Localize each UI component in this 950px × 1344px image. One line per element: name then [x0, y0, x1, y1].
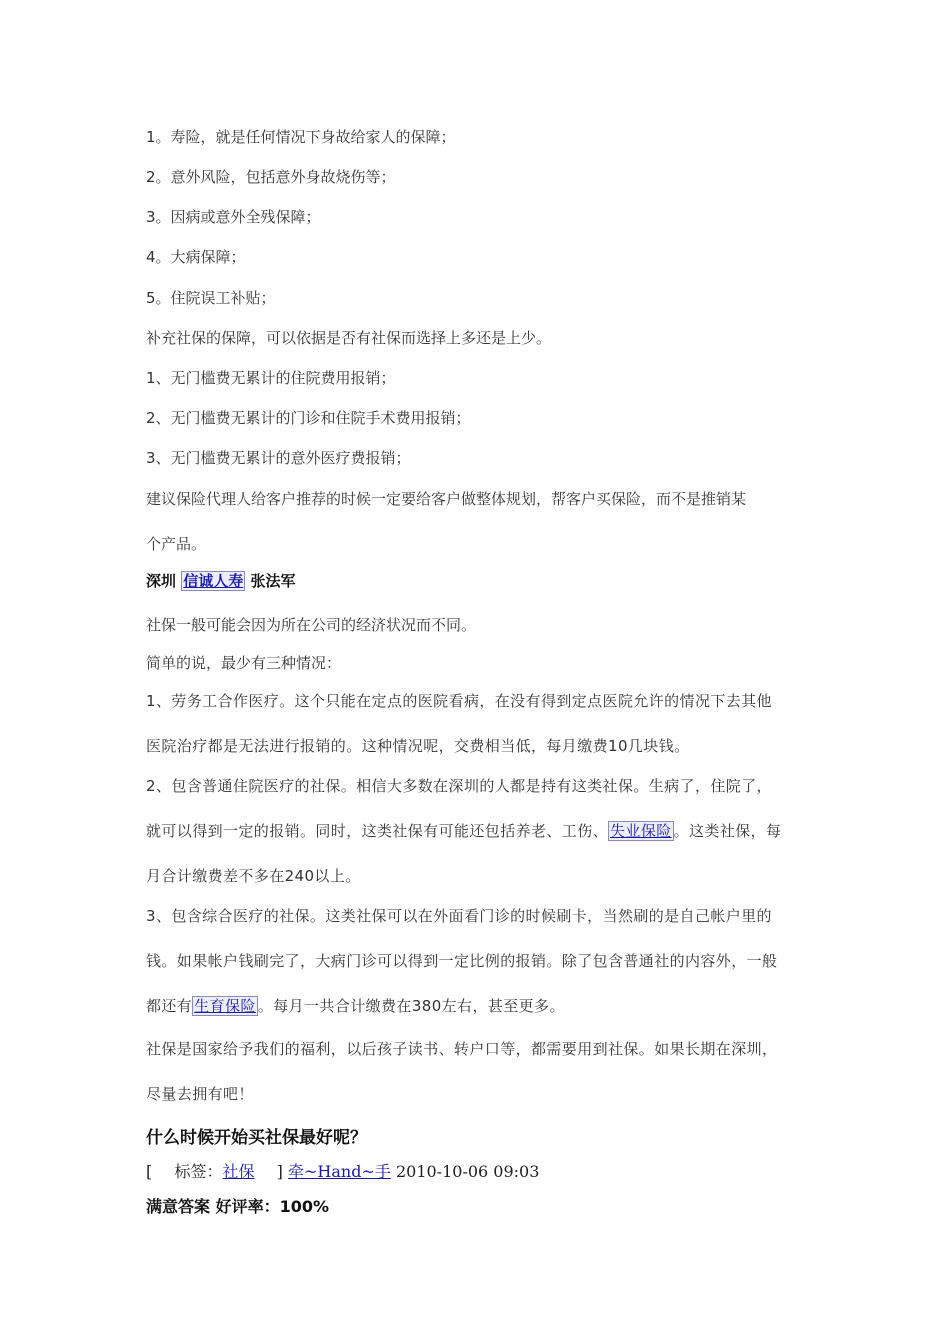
company-link[interactable]: 信诚人寿 — [183, 572, 244, 590]
social-note: 补充社保的保障，可以依据是否有社保而选择上多还是上少。 — [146, 329, 552, 347]
author-city: 深圳 — [146, 572, 177, 590]
question-meta — [146, 1161, 539, 1183]
question-datetime: 2010-10-06 09:03 — [395, 1162, 540, 1181]
satisfied-answer-label: 满意答案 — [146, 1197, 211, 1216]
answer-line — [146, 820, 781, 842]
list-item: 1。寿险，就是任何情况下身故给家人的保障； — [146, 128, 456, 146]
rating-text: 好评率：100% — [215, 1197, 330, 1216]
answer-line: 月合计缴费差不多在240以上。 — [146, 867, 361, 885]
answer-line: 钱。如果帐户钱刷完了，大病门诊可以得到一定比例的报销。除了包含普通社的内容外，一般 — [146, 952, 778, 970]
answer-paragraph: 简单的说，最少有三种情况： — [146, 654, 342, 672]
advice-line: 个产品。 — [146, 535, 207, 553]
list-item: 3、无门槛费无累计的意外医疗费报销； — [146, 449, 411, 467]
question-title: 什么时候开始买社保最好呢？ — [146, 1128, 367, 1148]
text-span: 。每月一共合计缴费在380左右，甚至更多。 — [257, 997, 565, 1015]
list-item: 3。因病或意外全残保障； — [146, 208, 321, 226]
bracket-open: [ — [146, 1162, 153, 1181]
unemployment-insurance-link[interactable]: 失业保险 — [610, 822, 672, 840]
text-span: 就可以得到一定的报销。同时，这类社保有可能还包括养老、工伤、 — [146, 822, 609, 840]
tag-link[interactable]: 社保 — [222, 1162, 255, 1181]
list-item: 5。住院误工补贴； — [146, 289, 276, 307]
answer-line — [146, 995, 565, 1017]
advice-line: 建议保险代理人给客户推荐的时候一定要给客户做整体规划，帮客户买保险，而不是推销某 — [146, 490, 747, 508]
user-link[interactable]: 牵~Hand~手 — [288, 1162, 391, 1181]
author-name: 张法军 — [250, 572, 296, 590]
tag-label: 标签： — [174, 1162, 223, 1181]
text-span: 都还有 — [146, 997, 193, 1015]
answer-line: 社保是国家给予我们的福利，以后孩子读书、转户口等，都需要用到社保。如果长期在深圳， — [146, 1040, 778, 1058]
bracket-close: ] — [276, 1162, 283, 1181]
answer-line: 尽量去拥有吧！ — [146, 1085, 254, 1103]
answer-paragraph: 社保一般可能会因为所在公司的经济状况而不同。 — [146, 616, 477, 634]
answer-line: 3、包含综合医疗的社保。这类社保可以在外面看门诊的时候刷卡，当然刷的是自己帐户里的 — [146, 907, 772, 925]
list-item: 2。意外风险，包括意外身故烧伤等； — [146, 168, 396, 186]
answer-rating-line — [146, 1196, 329, 1218]
author-line — [146, 570, 296, 592]
answer-line: 医院治疗都是无法进行报销的。这种情况呢，交费相当低，每月缴费10几块钱。 — [146, 737, 690, 755]
maternity-insurance-link[interactable]: 生育保险 — [194, 997, 256, 1015]
text-span: 。这类社保，每 — [673, 822, 782, 840]
answer-line: 1、劳务工合作医疗。这个只能在定点的医院看病，在没有得到定点医院允许的情况下去其他 — [146, 692, 772, 710]
answer-line: 2、包含普通住院医疗的社保。相信大多数在深圳的人都是持有这类社保。生病了，住院了， — [146, 777, 772, 795]
list-item: 2、无门槛费无累计的门诊和住院手术费用报销； — [146, 409, 471, 427]
list-item: 1、无门槛费无累计的住院费用报销； — [146, 369, 396, 387]
list-item: 4。大病保障； — [146, 248, 246, 266]
